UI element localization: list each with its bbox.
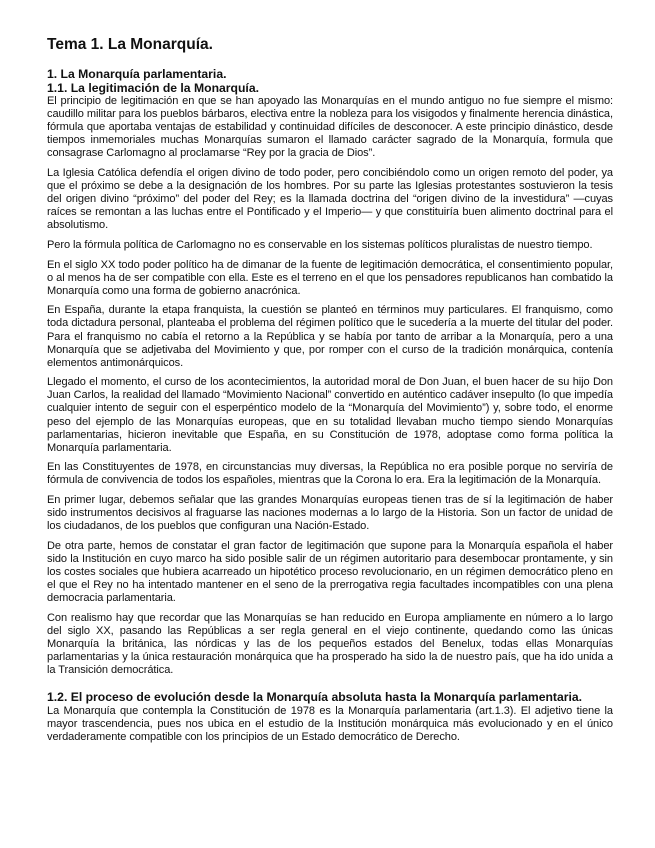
section-1-1-heading: 1.1. La legitimación de la Monarquía. [47, 81, 259, 95]
document-title: Tema 1. La Monarquía. [47, 36, 213, 53]
paragraph-10: Con realismo hay que recordar que las Monarquías se han reducido en Europa ampliamente en número a lo largo del siglo XX, pasando las Repúblicas a ser regla general en el viejo continente, quedando como las únicas Monarquía la británica, las nórdicas y las de los pequeños estados del Benelux, todas ellas Monarquías parlamentarias y la única restauración monárquica que ha prosperado ha sido la de nuestro país, que ha ido unida a la Transición democrática. [47, 611, 613, 677]
paragraph-7: En las Constituyentes de 1978, en circunstancias muy diversas, la República no era posible porque no serviría de fórmula de convivencia de todos los españoles, mientras que la Corona lo era. Era la legitimación de la Monarquía. [47, 461, 613, 487]
paragraph-11: La Monarquía que contempla la Constitución de 1978 es la Monarquía parlamentaria (art.1.3). El adjetivo tiene la mayor trascendencia, pues nos ubica en el estudio de la Institución monárquica más evolucionado y en el único verdaderamente compatible con los principios de un Estado democrático de Derecho. [47, 705, 613, 744]
section-1-2-heading: 1.2. El proceso de evolución desde la Monarquía absoluta hasta la Monarquía parlamentaria. [47, 690, 583, 705]
section-1-heading: 1. La Monarquía parlamentaria. [47, 67, 227, 81]
paragraph-1: El principio de legitimación en que se han apoyado las Monarquías en el mundo antiguo no fue siempre el mismo: caudillo militar para los pueblos bárbaros, electiva entre la nobleza para los visigodos y finalmente herencia dinástica, fórmula que aportaba ventajas de estabilidad y continuidad difíciles de desconocer. A este principio dinástico, desde tiempos inmemoriales muchas Monarquías sumaron el llamado carácter sagrado de la Monarquía, formula que consagrase Carlomagno al proclamarse “Rey por la gracia de Dios”. [47, 95, 613, 160]
paragraph-2: La Iglesia Católica defendía el origen divino de todo poder, pero concibiéndolo como un origen remoto del poder, ya que el próximo se debe a la designación de los hombres. Por su parte las Iglesias protestantes sostuvieron la tesis del origen divino “próximo” del poder del Rey; es la llamada doctrina del “origen divino de la investidura” —cuyas raíces se remontan a las luchas entre el Pontificado y el Imperio— y que constituiría buen alimento doctrinal para el absolutismo. [47, 166, 613, 232]
document-page [47, 36, 613, 751]
paragraph-4: En el siglo XX todo poder político ha de dimanar de la fuente de legitimación democrática, el consentimiento popular, o al menos ha de ser compatible con ella. Este es el terreno en el que los pensadores republicanos han combatido la Monarquía como una forma de gobierno anacrónica. [47, 258, 613, 297]
paragraph-3: Pero la fórmula política de Carlomagno no es conservable en los sistemas políticos pluralistas de nuestro tiempo. [47, 238, 593, 251]
paragraph-5: En España, durante la etapa franquista, la cuestión se planteó en términos muy particulares. El franquismo, como toda dictadura personal, planteaba el problema del régimen político que le sucedería a la muerte del titular del poder. Para el franquismo no cabía el retorno a la República y se había por tanto de arribar a la Monarquía, pero a una Monarquía que se adjetivaba del Movimiento y que, por romper con el curso de la tradición monárquica, contenía elementos antimonárquicos. [47, 304, 613, 369]
paragraph-9: De otra parte, hemos de constatar el gran factor de legitimación que supone para la Monarquía española el haber sido la Institución en cuyo marco ha sido posible salir de un régimen autoritario para desembocar prontamente, y sin los costes sociales que hubiera acarreado un hipotético proceso revolucionario, en un régimen democrático pleno en el que el Rey no ha intentado mantener en el seno de la prerrogativa regia facultades incompatibles con una plena democracia parlamentaria. [47, 539, 613, 605]
paragraph-6: Llegado el momento, el curso de los acontecimientos, la autoridad moral de Don Juan, el buen hacer de su hijo Don Juan Carlos, la realidad del llamado “Movimiento Nacional” convertido en auténtico cadáver insepulto (lo que impedía cualquier intento de seguir con el esperpéntico modelo de la “Monarquía del Movimiento”) y, sobre todo, el enorme peso del ejemplo de las Monarquías europeas, que en su totalidad llevaban mucho tiempo siendo Monarquías parlamentarias, hicieron inevitable que España, en su Constitución de 1978, adoptase como forma política la Monarquía parlamentaria. [47, 376, 613, 454]
paragraph-8: En primer lugar, debemos señalar que las grandes Monarquías europeas tienen tras de sí la legitimación de haber sido instrumentos decisivos al fraguarse las naciones modernas a lo largo de la Historia. Son un factor de unidad de los ciudadanos, de los pueblos que configuran una Nación-Estado. [47, 494, 613, 533]
